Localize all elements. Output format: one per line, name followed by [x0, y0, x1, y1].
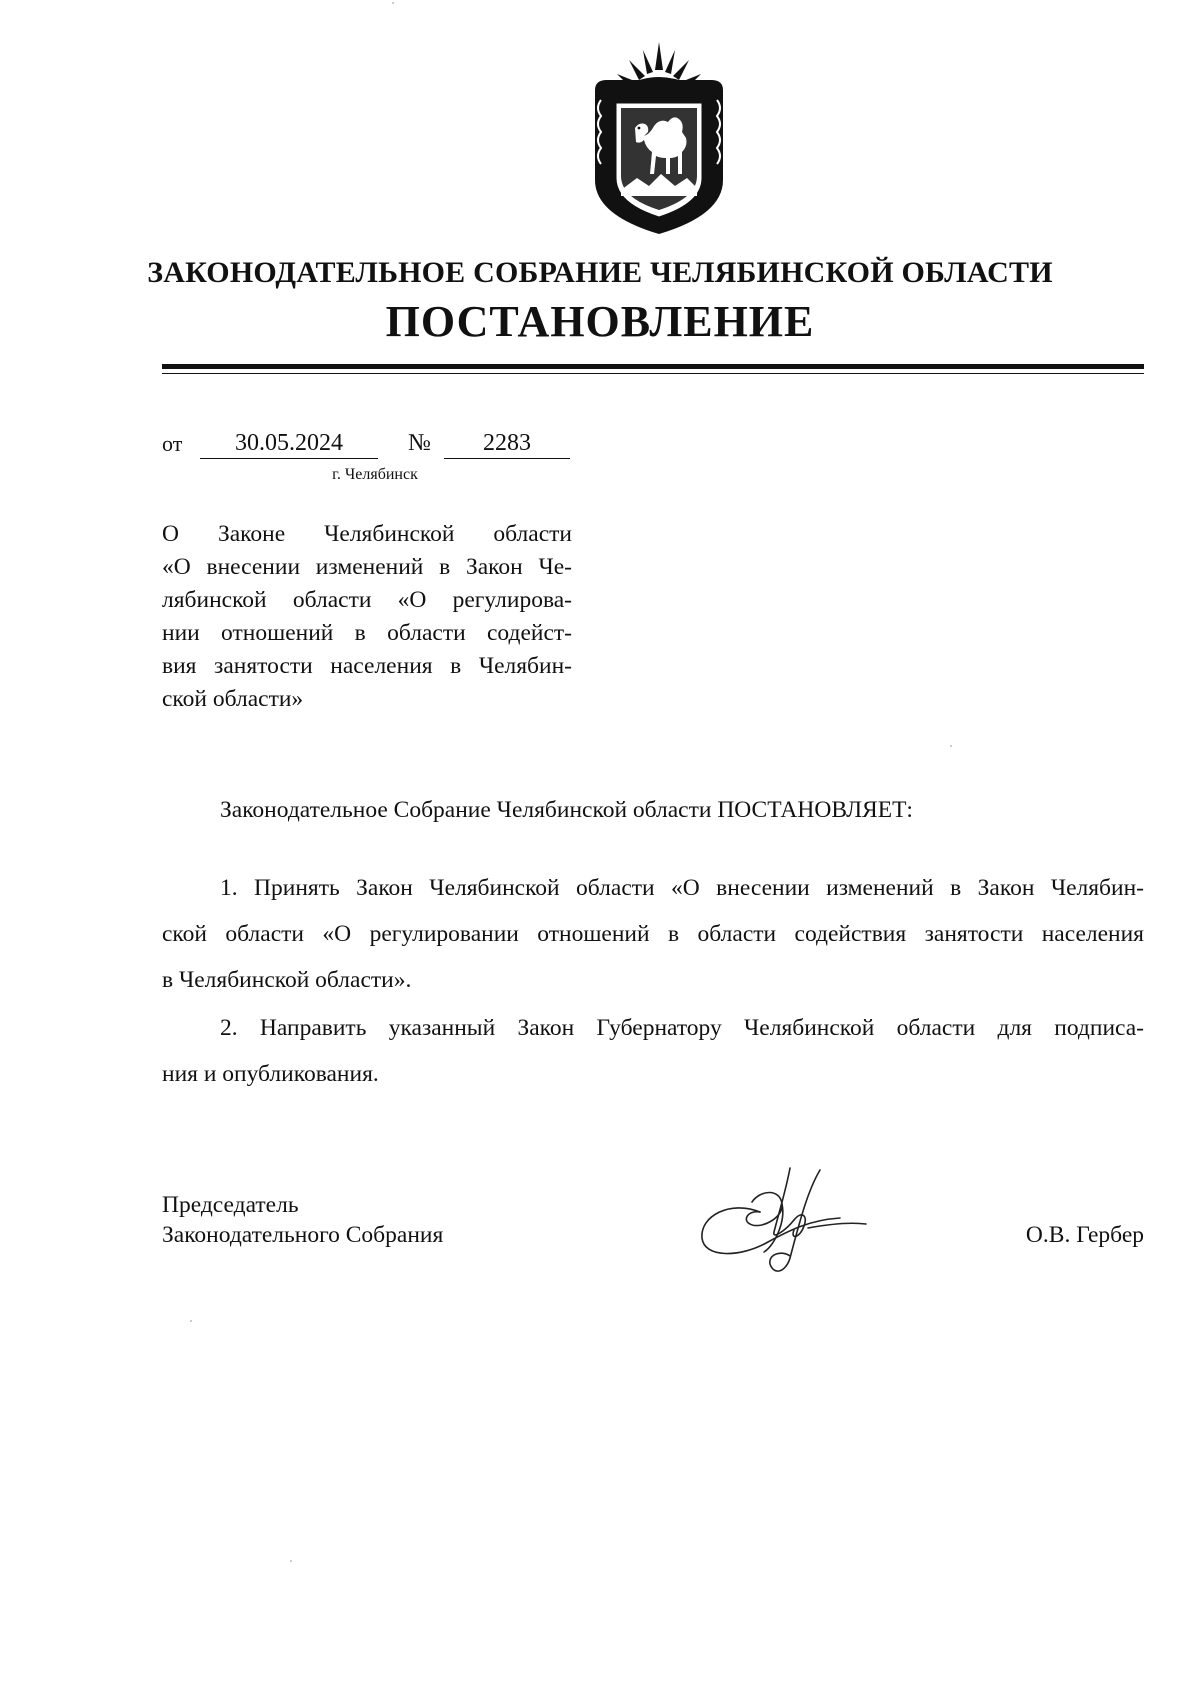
scan-speck [392, 2, 394, 4]
coat-of-arms-icon [585, 40, 733, 236]
scan-speck [950, 745, 952, 747]
signatory-title-line: Законодательного Собрания [162, 1222, 444, 1248]
scan-speck [290, 1560, 292, 1562]
header-divider-thin [162, 373, 1144, 374]
document-meta-line [162, 425, 582, 465]
subject-line: вия занятости населения в Челябин- [162, 653, 572, 679]
document-city: г. Челябинск [332, 466, 418, 483]
resolution-item-2 [162, 1005, 1144, 1097]
subject-line: нии отношений в области содейст- [162, 620, 572, 646]
item-line: 2. Направить указанный Закон Губернатору Челябинской области для подписа- [220, 1015, 1144, 1041]
document-subject [162, 518, 572, 716]
subject-line: ской области» [162, 686, 304, 712]
document-number: 2283 [444, 428, 570, 459]
subject-line: О Законе Челябинской области [162, 521, 572, 547]
document-type-title: ПОСТАНОВЛЕНИЕ [385, 297, 815, 346]
item-line: ния и опубликования. [162, 1061, 379, 1087]
document-date: 30.05.2024 [200, 428, 378, 459]
scan-speck [190, 1320, 192, 1322]
item-line: в Челябинской области». [162, 967, 412, 993]
signatory-name: О.В. Гербер [1025, 1222, 1144, 1248]
date-label: от [162, 431, 183, 456]
subject-line: «О внесении изменений в Закон Че- [162, 554, 572, 580]
preamble-paragraph: Законодательное Собрание Челябинской области ПОСТАНОВЛЯЕТ: [220, 797, 913, 823]
resolution-item-1 [162, 865, 1144, 1003]
organization-name: ЗАКОНОДАТЕЛЬНОЕ СОБРАНИЕ ЧЕЛЯБИНСКОЙ ОБЛАСТИ [147, 256, 1053, 289]
item-line: 1. Принять Закон Челябинской области «О внесении изменений в Закон Челябин- [220, 875, 1144, 901]
header-divider-thick [162, 364, 1144, 369]
handwritten-signature-icon [690, 1160, 880, 1280]
signatory-title [162, 1190, 443, 1250]
signatory-title-line: Председатель [162, 1192, 299, 1218]
subject-line: лябинской области «О регулирова- [162, 587, 572, 613]
item-line: ской области «О регулировании отношений в области содействия занятости населения [162, 921, 1144, 947]
number-label: № [408, 430, 431, 456]
